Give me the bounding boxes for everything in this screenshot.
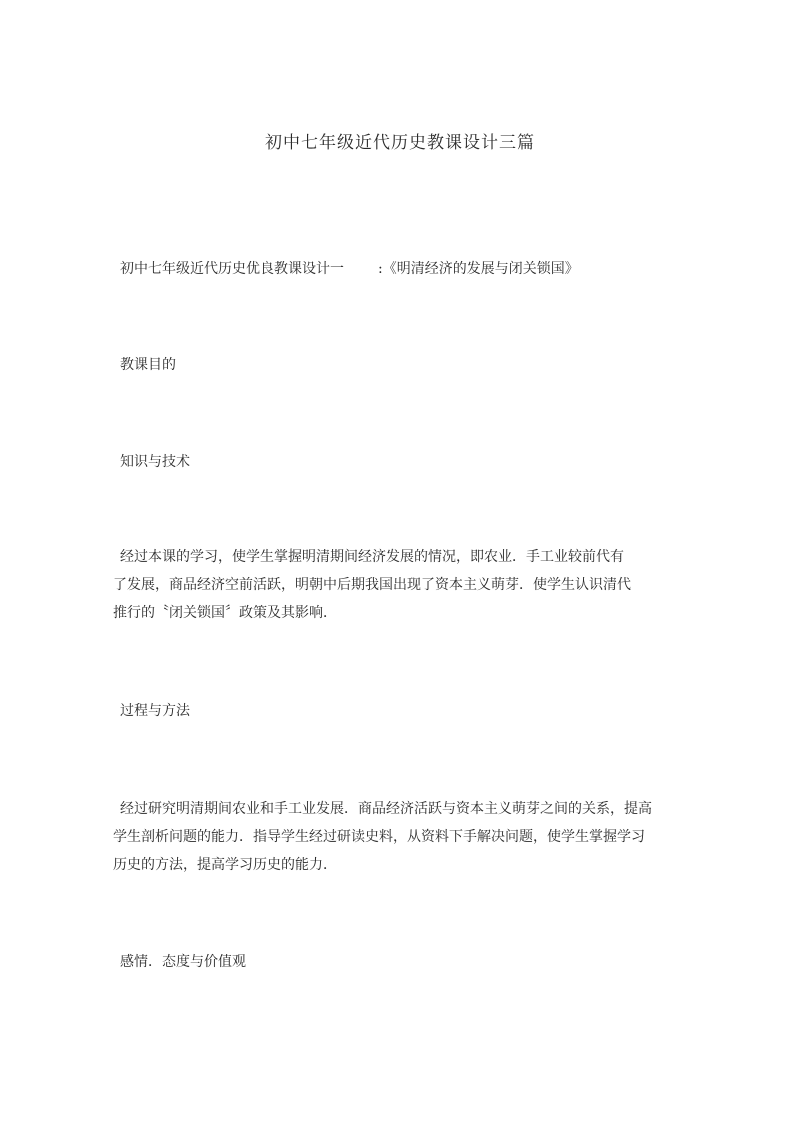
heading-teaching-goals: 教课目的 [120, 357, 176, 373]
heading-process-methods: 过程与方法 [120, 703, 190, 719]
paragraph-line: 经过本课的学习，使学生掌握明清期间经济发展的情况，即农业．手工业较前代有 [120, 549, 624, 565]
paragraph-line: 经过研究明清期间农业和手工业发展．商品经济活跃与资本主义萌芽之间的关系，提高 [120, 801, 652, 817]
document-title: 初中七年级近代历史教课设计三篇 [265, 133, 535, 153]
paragraph-knowledge-skills [113, 543, 693, 627]
heading-knowledge-skills: 知识与技术 [120, 454, 190, 470]
lesson-subtitle-right: :《明清经济的发展与闭关锁国》 [378, 261, 579, 277]
paragraph-line: 推行的〝闭关锁国〞政策及其影响． [113, 605, 337, 621]
paragraph-line: 历史的方法，提高学习历史的能力． [113, 857, 337, 873]
paragraph-line: 学生剖析问题的能力．指导学生经过研读史料，从资料下手解决问题，使学生掌握学习 [113, 829, 645, 845]
lesson-subtitle-left: 初中七年级近代历史优良教课设计一 [120, 261, 344, 277]
paragraph-line: 了发展，商品经济空前活跃，明朝中后期我国出现了资本主义萌芽．使学生认识清代 [113, 577, 631, 593]
lesson-subtitle [120, 258, 579, 278]
paragraph-process-methods [113, 795, 693, 879]
heading-emotion-attitude-values: 感情．态度与价值观 [120, 954, 246, 970]
